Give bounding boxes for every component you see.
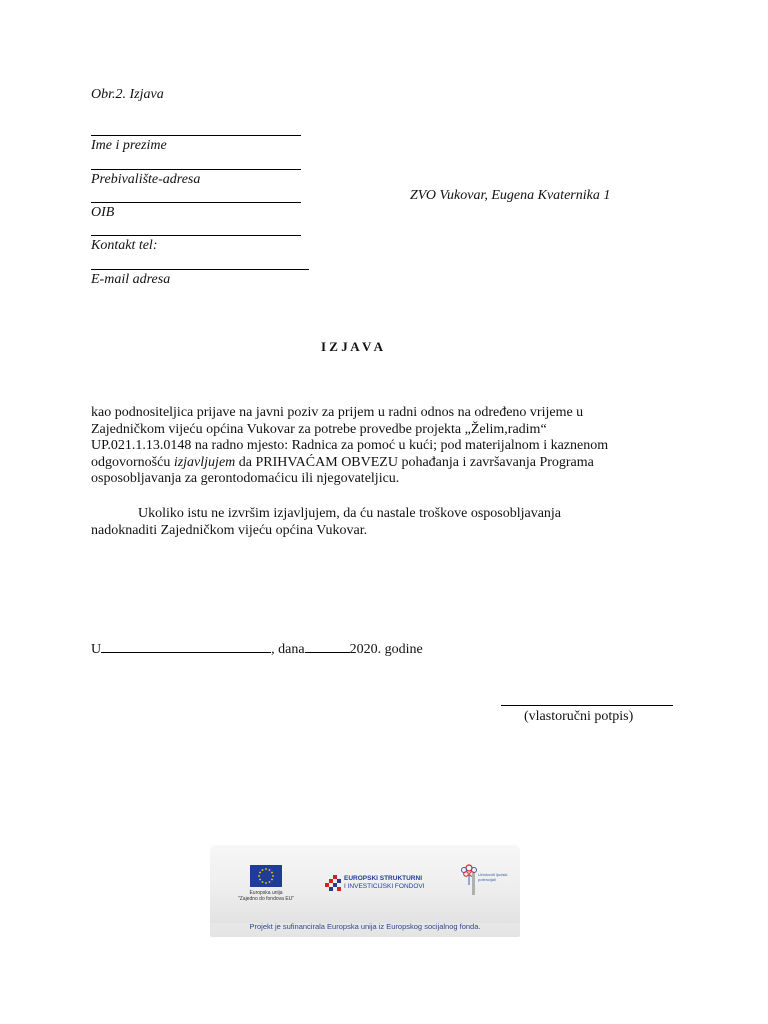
paragraph-line: Ukoliko istu ne izvršim izjavljujem, da ću nastale troškove osposobljavanja xyxy=(138,506,562,521)
email-label: E-mail adresa xyxy=(91,272,171,287)
document-title: I Z J A V A xyxy=(321,339,384,354)
text-run: odgovornošću xyxy=(91,454,174,470)
paragraph-line xyxy=(91,455,608,472)
date-mid-text: , dana xyxy=(271,642,305,657)
recipient-address: ZVO Vukovar, Eugena Kvaternika 1 xyxy=(410,188,611,203)
signature-line[interactable] xyxy=(501,705,673,706)
funds-logo-text xyxy=(344,875,454,891)
form-reference: Obr.2. Izjava xyxy=(91,87,164,102)
eu-text-line: "Zajedno do fondova EU" xyxy=(237,896,295,902)
banner-caption: Projekt je sufinancirala Europska unija iz Europskog socijalnog fonda. xyxy=(249,922,481,931)
contact-field-line[interactable] xyxy=(91,235,301,236)
name-field-line[interactable] xyxy=(91,135,301,136)
text-run: da PRIHVAĆAM OBVEZU pohađanja i završavanja Programa xyxy=(235,454,594,470)
flower-logo-icon xyxy=(458,861,480,887)
signature-label: (vlastoručni potpis) xyxy=(524,709,634,724)
eu-flag-icon xyxy=(250,865,282,887)
email-field-line[interactable] xyxy=(91,269,309,270)
declaration-paragraph xyxy=(91,405,608,488)
italic-text-run: izjavljujem xyxy=(173,454,236,470)
paragraph-line: Zajedničkom vijeću općina Vukovar za potrebe provedbe projekta „Želim,radim“ xyxy=(91,421,547,437)
address-field-line[interactable] xyxy=(91,169,301,170)
eu-logo-text xyxy=(224,890,308,902)
paragraph-line: osposobljavanja za gerontodomaćicu ili njegovateljicu. xyxy=(91,471,400,486)
oib-label: OIB xyxy=(91,205,115,220)
flower-logo-text: Učinkoviti ljudski potencijali xyxy=(478,872,508,882)
place-date-line xyxy=(91,640,423,658)
funds-text-line: I INVESTICIJSKI FONDOVI xyxy=(344,883,425,890)
eu-funding-banner xyxy=(210,845,520,937)
place-prefix: U xyxy=(91,642,102,657)
eu-text-line: Europska unija xyxy=(249,890,283,896)
date-blank[interactable] xyxy=(305,640,350,653)
funds-text-line: EUROPSKI STRUKTURNI xyxy=(344,875,423,882)
paragraph-line: UP.021.1.13.0148 na radno mjesto: Radnica za pomoć u kući; pod materijalnom i kaznenom xyxy=(91,438,609,453)
paragraph-line: kao podnositeljica prijave na javni poziv za prijem u radni odnos na određeno vrijeme u xyxy=(91,405,584,420)
contact-label: Kontakt tel: xyxy=(91,238,158,253)
year-text: 2020. godine xyxy=(349,642,423,657)
name-label: Ime i prezime xyxy=(91,138,167,153)
logo-divider xyxy=(472,873,475,895)
paragraph-line: nadoknaditi Zajedničkom vijeću općina Vukovar. xyxy=(91,522,368,538)
address-label: Prebivalište-adresa xyxy=(91,172,201,187)
place-blank[interactable] xyxy=(101,640,271,653)
obligation-paragraph xyxy=(91,506,561,539)
oib-field-line[interactable] xyxy=(91,202,301,203)
